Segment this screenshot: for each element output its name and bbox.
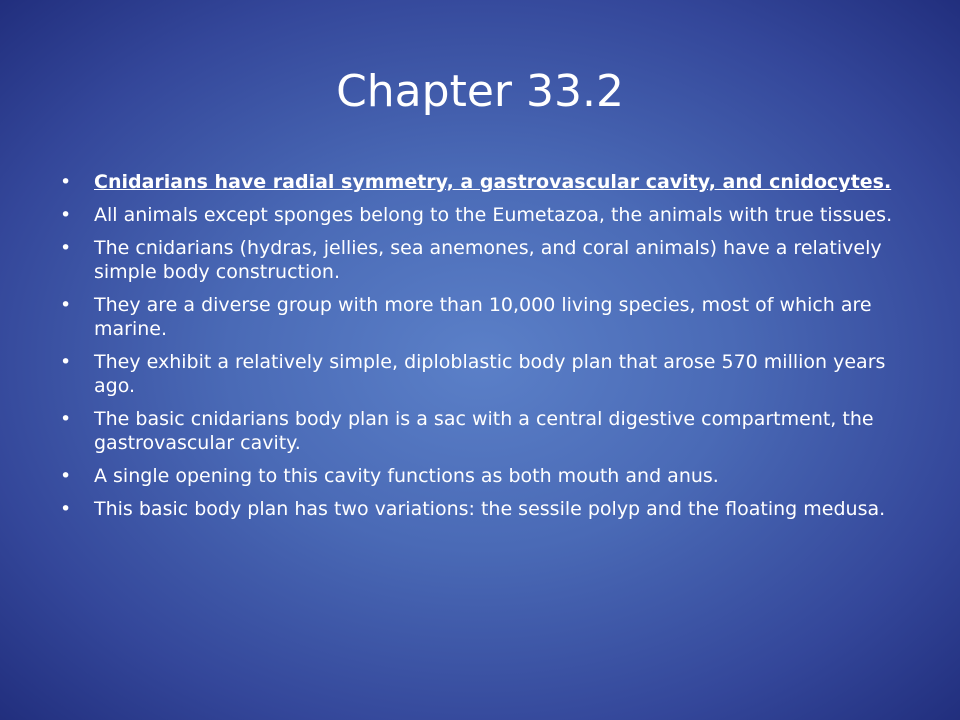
bullet-dot-icon: • [60, 294, 72, 316]
bullet-text: They are a diverse group with more than 10,000 living species, most of which are marine. [94, 294, 872, 340]
bullet-item [60, 407, 910, 455]
bullet-item [60, 236, 910, 284]
bullet-item [60, 203, 910, 227]
bullet-text: A single opening to this cavity functions as both mouth and anus. [94, 465, 719, 487]
bullet-dot-icon: • [60, 237, 72, 259]
bullet-dot-icon: • [60, 204, 72, 226]
bullet-text: They exhibit a relatively simple, diploblastic body plan that arose 570 million years ago. [94, 351, 886, 397]
bullet-dot-icon: • [60, 465, 72, 487]
bullet-text: All animals except sponges belong to the Eumetazoa, the animals with true tissues. [94, 204, 893, 226]
bullet-text: The cnidarians (hydras, jellies, sea anemones, and coral animals) have a relatively simple body construction. [94, 237, 882, 283]
bullet-text: Cnidarians have radial symmetry, a gastrovascular cavity, and cnidocytes. [94, 171, 892, 193]
bullet-dot-icon: • [60, 408, 72, 430]
bullet-list [60, 170, 910, 530]
bullet-item [60, 350, 910, 398]
bullet-text: The basic cnidarians body plan is a sac with a central digestive compartment, the gastrovascular cavity. [94, 408, 874, 454]
slide-title: Chapter 33.2 [336, 66, 624, 117]
bullet-text: This basic body plan has two variations: the sessile polyp and the floating medusa. [94, 498, 886, 520]
bullet-item [60, 293, 910, 341]
bullet-item [60, 497, 910, 521]
bullet-dot-icon: • [60, 171, 72, 193]
bullet-item [60, 170, 910, 194]
bullet-item [60, 464, 910, 488]
bullet-dot-icon: • [60, 498, 72, 520]
bullet-dot-icon: • [60, 351, 72, 373]
